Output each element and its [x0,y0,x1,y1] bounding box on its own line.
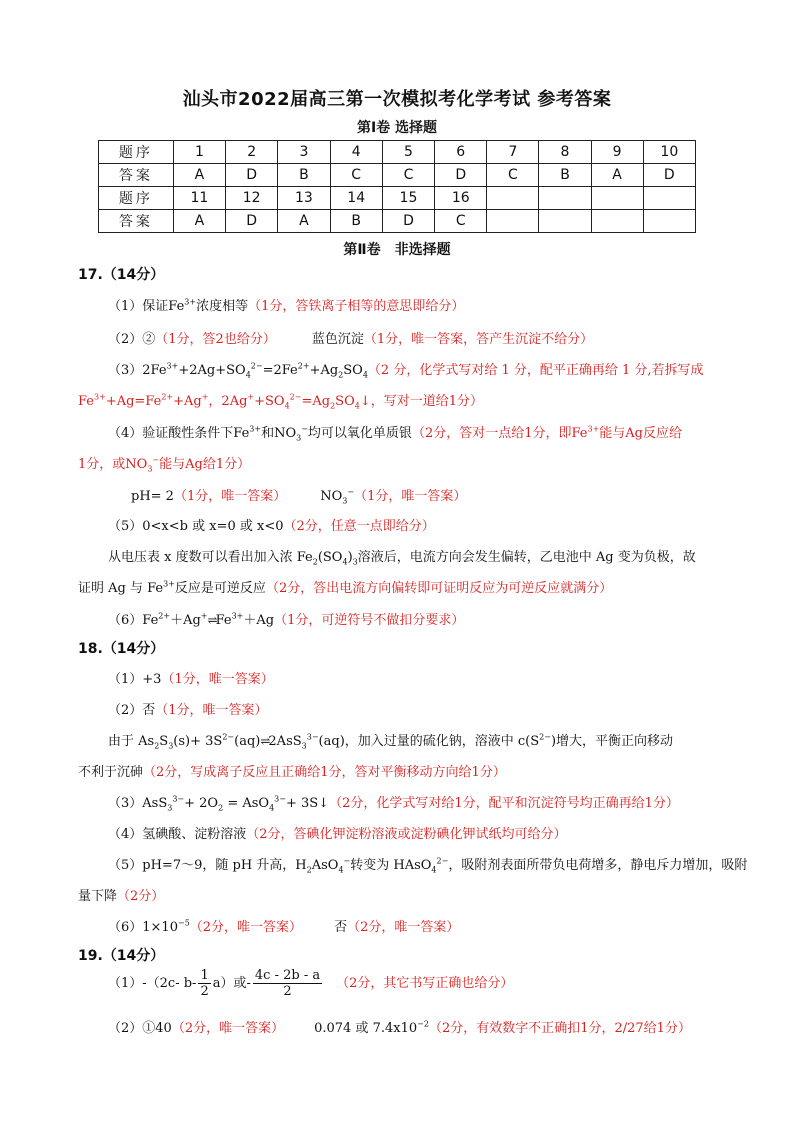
table-cell: D [226,210,278,233]
table-cell: 7 [487,141,539,164]
q18-part5-continued: 量下降（2分） [78,889,165,904]
row-label: 答案 [99,210,174,233]
q18-part2-explanation: 由于 $As_2S_3(s)+$ $3S^{2-}(aq)\rightleftharpoons 2AsS_3^{3-}(aq)$，加入过量的硫化钠，溶液中 $c(S^{2-})$增大，平衡正向移动 [108,732,674,751]
table-cell: 1 [173,141,225,164]
table-cell: D [643,164,695,187]
q18-part1: （1）+3（1分，唯一答案） [108,672,274,687]
table-cell: 14 [330,187,382,210]
q17-part5: （5）0<x<b 或 x=0 或 x<0（2分，任意一点即给分） [108,519,435,534]
table-cell [539,187,591,210]
section-two-heading: 第Ⅱ卷 非选择题 [343,242,451,258]
q18-part2-explanation-continued: 不利于沉砷（2分，写成离子反应且正确给1分，答对平衡移动方向给1分） [78,765,506,780]
answer-table [98,140,696,233]
table-cell [487,187,539,210]
q19-part1: （1）-（2c- b- $\frac{1}{2}$ a）或- $\frac{4c - 2b - a}{2}$ （2分，其它书写正确也给分） [108,968,514,999]
table-cell: 15 [382,187,434,210]
q18-part4: （4）氢碘酸、淀粉溶液（2分，答碘化钾淀粉溶液或淀粉碘化钾试纸均可给分） [108,827,567,842]
table-cell: 6 [435,141,487,164]
table-cell: B [330,210,382,233]
equilibrium-arrow-icon: ⇌ [207,613,216,627]
table-cell: 16 [435,187,487,210]
q17-part4-continued: 1分，或$NO_3^-$能与Ag给1分） [78,455,251,474]
table-cell: 3 [278,141,330,164]
table-cell [643,187,695,210]
table-cell: 9 [591,141,643,164]
row-label: 题序 [99,187,174,210]
fraction: $\frac{4c - 2b - a}{2}$ [254,968,321,999]
table-cell: D [226,164,278,187]
table-row [99,210,696,233]
q18-header: 18.（14分） [78,641,165,657]
table-cell: D [435,164,487,187]
table-cell: 12 [226,187,278,210]
q17-part4-ph: pH= 2（1分，唯一答案） $NO_3^-(1$分，唯一答案） [131,487,467,506]
table-cell: 13 [278,187,330,210]
table-cell: 11 [173,187,225,210]
table-cell: A [591,164,643,187]
q18-part2: （2）否（1分，唯一答案） [108,703,268,718]
table-cell: A [173,210,225,233]
q19-header: 19.（14分） [78,948,165,964]
table-cell: C [487,164,539,187]
document-title: 汕头市2022届高三第一次模拟考化学考试 参考答案 [182,89,612,110]
table-cell [591,210,643,233]
table-cell: 5 [382,141,434,164]
table-cell: B [539,164,591,187]
q17-part3-continued: $Fe^{3+}+Ag=Fe^{2+}+Ag^+$，$2Ag^++SO_4^{2-}=Ag_2SO_4↓$，写对一道给1分） [78,392,484,411]
row-label: 题序 [99,141,174,164]
q17-part2: （2）②（1分，答2也给分） 蓝色沉淀（1分，唯一答案，答产生沉淀不给分） [108,332,594,347]
table-cell [591,187,643,210]
table-cell: 4 [330,141,382,164]
table-cell [487,210,539,233]
row-label: 答案 [99,164,174,187]
table-row [99,187,696,210]
table-cell: D [382,210,434,233]
table-cell: B [278,164,330,187]
q18-part6: $(6)1\times 10^{-5}(2$分，唯一答案） 否（2分，唯一答案） [108,918,460,935]
equilibrium-arrow-icon: ⇌ [260,734,269,748]
section-one-heading: 第Ⅰ卷 选择题 [356,120,438,136]
q17-part3: $(3)2Fe^{3+}+2Ag+SO_4^{2-}=2Fe^{2+}+Ag_2SO_4(2$ 分，化学式写对给 1 分，配平正确再给 1 分,若拆写成 [108,361,704,380]
table-cell [539,210,591,233]
table-row [99,141,696,164]
table-cell: 2 [226,141,278,164]
q17-part6: $(6)Fe^{2+}+Ag^+\rightleftharpoons Fe^{3+}+Ag(1$分，可逆符号不做扣分要求） [108,611,465,628]
table-cell: A [173,164,225,187]
q18-part3: $(3)AsS_3^{3-}+ 2O_2 = AsO_4^{3-}+$ 3S↓（2分，化学式写对给1分，配平和沉淀符号均正确再给1分） [108,794,679,813]
q17-part5-explanation-continued: 证明 Ag 与 $Fe^{3+}$反应是可逆反应（2分，答出电流方向偏转即可证明反应为可逆反应就满分） [78,579,613,596]
q18-part5: （5）pH=7～9，随 pH 升高，$H_2AsO_4^-$转变为 HAsO$_4^{2-}$，吸附剂表面所带负电荷增多，静电斥力增加，吸附 [108,856,748,875]
table-cell: A [278,210,330,233]
q17-part1: （1）保证$Fe^{3+}$浓度相等（1分，答铁离子相等的意思即给分） [108,297,465,314]
table-cell [643,210,695,233]
table-cell: 8 [539,141,591,164]
q17-part5-explanation: 从电压表 x 度数可以看出加入浓 $Fe_2(SO_4)_3$溶液后，电流方向会发生偏转，乙电池中 Ag 变为负极，故 [108,550,696,567]
table-cell: 10 [643,141,695,164]
q19-part2: （2）①40（2分，唯一答案） 0.074 或 $7.4x10^{-2}(2$分，有效数字不正确扣1分，2/27给1分） [108,1019,691,1036]
q17-part4: （4）验证酸性条件下$Fe^{3+}$和$NO_3^-$均可以氧化单质银（2分，答对一点给1分，即$Fe^{3+}$能与Ag反应给 [108,424,682,443]
table-cell: C [435,210,487,233]
table-row [99,164,696,187]
q17-header: 17.（14分） [78,267,165,283]
table-cell: C [382,164,434,187]
fraction: $\frac{1}{2}$ [200,968,209,999]
table-cell: C [330,164,382,187]
